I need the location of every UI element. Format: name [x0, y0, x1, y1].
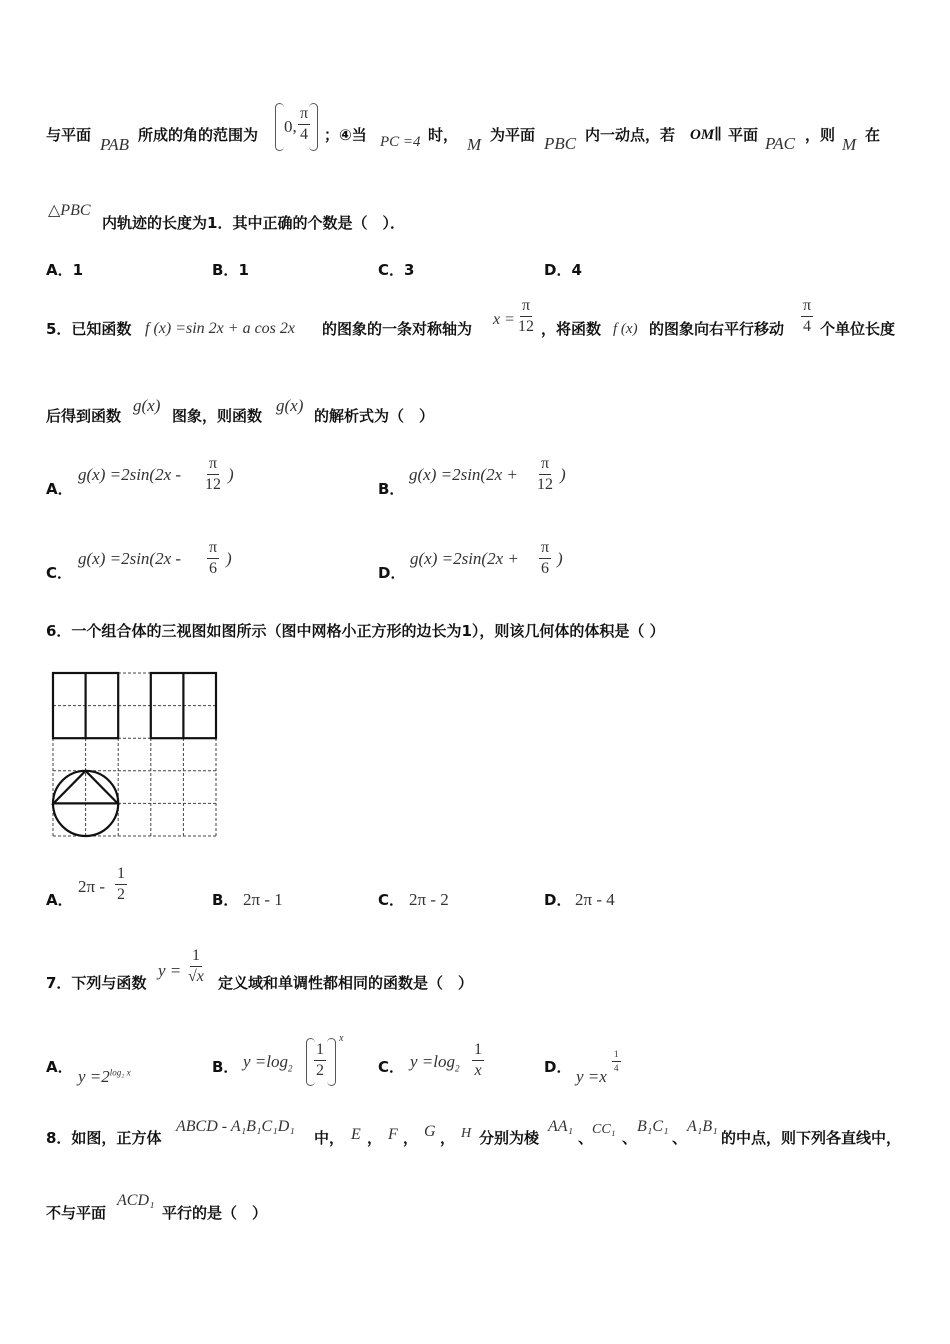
q8-mid1: 中，: [314, 1129, 345, 1147]
q7-option-d-sup-frac: $\frac{1}{4}$: [614, 1049, 619, 1073]
q5-option-a-close: ): [228, 465, 234, 484]
point-m2: M: [842, 135, 857, 154]
q7-option-d-label[interactable]: D．: [544, 1058, 572, 1076]
q8-line2-pre: 不与平面: [46, 1204, 107, 1222]
q5-function: f (x) =sin 2x + a cos 2x: [145, 320, 295, 337]
q8-cc1: CC₁: [592, 1122, 616, 1137]
q8-comma-2: ，: [403, 1129, 419, 1147]
q5-option-c-frac: $\frac{\pi}{6}$: [209, 539, 218, 577]
plane-pbc: PBC: [544, 134, 577, 153]
q8-a1b1: A₁B₁: [687, 1118, 718, 1135]
q7-option-a-label[interactable]: A．: [46, 1058, 73, 1076]
q6-option-a-label[interactable]: A．: [46, 891, 73, 909]
plane-pac: PAC: [765, 134, 795, 153]
line1-mid1: 所成的角的范围为: [138, 126, 259, 144]
q6-option-b-expr: 2π - 1: [243, 890, 283, 909]
q5-option-c-label[interactable]: C．: [46, 564, 73, 582]
q4-option-d[interactable]: D．4: [544, 261, 582, 279]
q5-line2-end: 的解析式为（ ）: [314, 407, 435, 425]
q4-option-c[interactable]: C．3: [378, 261, 415, 279]
q7-option-c-label[interactable]: C．: [378, 1058, 405, 1076]
q5-gx: g(x): [133, 396, 161, 415]
q5-option-d-expr: g(x) =2sin(2x +: [410, 549, 519, 568]
q8-mid2: 分别为棱: [479, 1129, 540, 1147]
q5-line2-mid: 图象，则函数: [172, 407, 263, 425]
q8-b1c1: B₁C₁: [637, 1118, 669, 1135]
q5-option-a-label[interactable]: A．: [46, 480, 73, 498]
q8-sep-1: 、: [578, 1129, 594, 1147]
line1-mid2: ；④当: [324, 126, 367, 144]
line1-pre: 与平面: [46, 126, 92, 144]
q8-sep-2: 、: [622, 1129, 638, 1147]
q5-shift-frac: $\frac{\pi}{4}$: [803, 297, 812, 335]
q6-option-d-expr: 2π - 4: [575, 890, 615, 909]
q8-mid3: 的中点，则下列各直线中，: [721, 1129, 902, 1147]
bracket-right: [309, 103, 318, 151]
q7-option-d-expr: y =x: [576, 1067, 607, 1086]
q6-option-d-label[interactable]: D．: [544, 891, 572, 909]
q5-option-c-close: ): [226, 549, 232, 568]
q5-option-a-frac: $\frac{\pi}{12}$: [205, 455, 221, 493]
bracket-left: [275, 103, 284, 151]
q7-option-b-sup: x: [339, 1033, 344, 1044]
q8-comma-1: ，: [367, 1129, 383, 1147]
q7-option-b-frac: $\frac{1}{2}$: [316, 1041, 324, 1079]
q5-fx2: f (x): [613, 321, 638, 337]
q5-option-c-expr: g(x) =2sin(2x -: [78, 549, 182, 568]
q8-plane: ACD₁: [117, 1192, 155, 1209]
q6-option-a-expr: 2π -: [78, 877, 105, 896]
q7-option-c-expr: $y =\log_2$: [410, 1052, 460, 1074]
line1-end: 在: [865, 126, 881, 144]
q5-option-b-label[interactable]: B．: [378, 480, 405, 498]
line1-mid3: 时，: [428, 126, 459, 144]
q5-line2-pre: 后得到函数: [46, 407, 122, 425]
q8-comma-3: ，: [440, 1129, 456, 1147]
q5-mid1: 的图象的一条对称轴为: [322, 320, 473, 338]
pc-eq: PC =4: [380, 134, 421, 150]
q8-h: H: [461, 1126, 472, 1141]
q5-axis-frac: $\frac{\pi}{12}$: [518, 297, 534, 335]
line1-mid6: 平面: [728, 126, 759, 144]
q7-option-c-frac: $\frac{1}{x}$: [474, 1041, 482, 1079]
q5-prefix: 5．已知函数: [46, 320, 132, 338]
q7-option-b-expr: $y =\log_2$: [243, 1052, 293, 1074]
q5-option-d-frac: $\frac{\pi}{6}$: [541, 539, 550, 577]
q7-b-paren-right: [327, 1038, 336, 1086]
q5-x-eq: x =: [493, 311, 515, 328]
q8-g: G: [424, 1123, 436, 1140]
q8-prefix: 8．如图，正方体: [46, 1129, 162, 1147]
q8-sep-3: 、: [672, 1129, 688, 1147]
q5-option-b-expr: g(x) =2sin(2x +: [409, 465, 518, 484]
q6-text: 6．一个组合体的三视图如图所示（图中网格小正方形的边长为1），则该几何体的体积是（ ）: [46, 622, 665, 640]
line1-mid4: 为平面: [490, 126, 536, 144]
q6-option-b-label[interactable]: B．: [212, 891, 239, 909]
om-parallel: OM∥: [690, 127, 723, 143]
q5-gx2: g(x): [276, 396, 304, 415]
q5-mid3: 的图象向右平行移动: [649, 320, 785, 338]
range-left: 0,: [284, 117, 297, 136]
three-view-diagram: [50, 670, 220, 840]
q8-cube: ABCD - A₁B₁C₁D₁: [176, 1118, 295, 1135]
q7-suffix: 定义域和单调性都相同的函数是（ ）: [218, 974, 474, 992]
q7-option-a-expr: $y =2^{log_2 x}$: [78, 1067, 131, 1086]
q7-frac: $\frac{1}{√x}$: [188, 947, 204, 985]
q7-y-eq: y =: [158, 961, 182, 980]
q5-option-a-expr: g(x) =2sin(2x -: [78, 465, 182, 484]
q5-option-d-label[interactable]: D．: [378, 564, 406, 582]
point-m: M: [467, 135, 482, 154]
q6-option-c-expr: 2π - 2: [409, 890, 449, 909]
q6-option-a-frac: $\frac{1}{2}$: [117, 865, 125, 903]
q7-option-b-label[interactable]: B．: [212, 1058, 239, 1076]
range-frac: $\frac{\pi}{4}$: [300, 105, 309, 143]
q8-f: F: [388, 1126, 398, 1143]
q5-option-b-close: ): [560, 465, 566, 484]
q8-aa1: AA₁: [548, 1118, 574, 1135]
line2-text: 内轨迹的长度为1．其中正确的个数是（ ）．: [102, 214, 405, 232]
q4-option-b[interactable]: B．1: [212, 261, 249, 279]
q4-option-a[interactable]: A．1: [46, 261, 84, 279]
q5-option-d-close: ): [557, 549, 563, 568]
line1-mid7: ，则: [805, 126, 836, 144]
line1-mid5: 内一动点，若: [585, 126, 676, 144]
q8-e: E: [351, 1126, 361, 1143]
q5-mid2: ，将函数: [541, 320, 602, 338]
q8-line2-end: 平行的是（ ）: [162, 1204, 268, 1222]
plane-pab: PAB: [100, 135, 129, 154]
q5-mid4: 个单位长度: [820, 320, 896, 338]
q7-prefix: 7．下列与函数: [46, 974, 147, 992]
triangle-pbc: △PBC: [48, 202, 91, 219]
q6-option-c-label[interactable]: C．: [378, 891, 405, 909]
q5-option-b-frac: $\frac{\pi}{12}$: [537, 455, 553, 493]
